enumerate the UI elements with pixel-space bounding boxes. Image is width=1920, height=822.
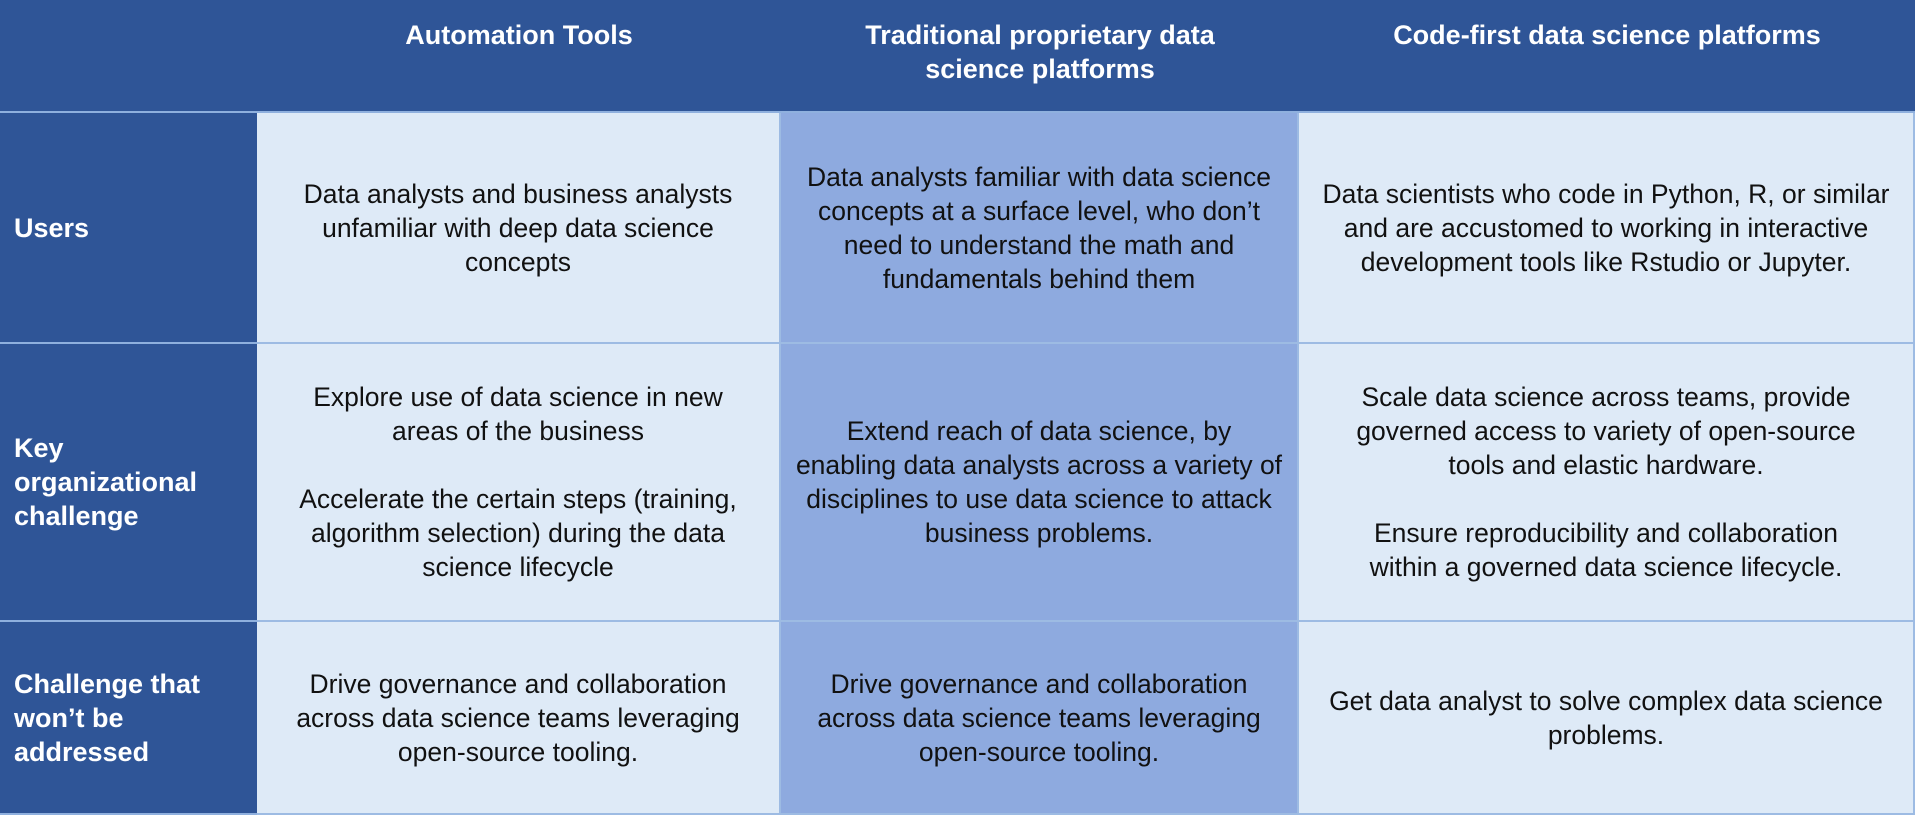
challenge-automation-point-1: Explore use of data science in new areas of the business bbox=[313, 382, 723, 446]
cell-challenge-automation bbox=[257, 344, 781, 622]
cell-users-code-first: Data scientists who code in Python, R, or similar and are accustomed to working in interactive development tools like Rstudio or Jupyter. bbox=[1299, 113, 1915, 344]
cell-users-automation: Data analysts and business analysts unfamiliar with deep data science concepts bbox=[257, 113, 781, 344]
cell-challenge-traditional: Extend reach of data science, by enabling data analysts across a variety of disciplines to use data science to attack business problems. bbox=[781, 344, 1299, 622]
column-header-automation-tools: Automation Tools bbox=[257, 0, 781, 113]
row-header-users: Users bbox=[0, 113, 257, 344]
challenge-automation-point-2: Accelerate the certain steps (training, algorithm selection) during the data science lifecycle bbox=[299, 484, 737, 582]
cell-challenge-code-first bbox=[1299, 344, 1915, 622]
cell-unaddressed-automation: Drive governance and collaboration across data science teams leveraging open-source tooling. bbox=[257, 622, 781, 815]
cell-unaddressed-code-first: Get data analyst to solve complex data science problems. bbox=[1299, 622, 1915, 815]
cell-unaddressed-traditional: Drive governance and collaboration across data science teams leveraging open-source tooling. bbox=[781, 622, 1299, 815]
row-header-key-challenge: Key organizational challenge bbox=[0, 344, 257, 622]
challenge-code-first-point-2: Ensure reproducibility and collaboration within a governed data science lifecycle. bbox=[1369, 518, 1843, 582]
challenge-code-first-point-1: Scale data science across teams, provide governed access to variety of open-source tools and elastic hardware. bbox=[1356, 382, 1856, 480]
column-header-code-first-platforms: Code-first data science platforms bbox=[1299, 0, 1915, 113]
cell-users-traditional: Data analysts familiar with data science concepts at a surface level, who don’t need to understand the math and fundamentals behind them bbox=[781, 113, 1299, 344]
header-corner bbox=[0, 0, 257, 113]
column-header-traditional-platforms: Traditional proprietary data science platforms bbox=[781, 0, 1299, 113]
row-header-unaddressed-challenge: Challenge that won’t be addressed bbox=[0, 622, 257, 815]
